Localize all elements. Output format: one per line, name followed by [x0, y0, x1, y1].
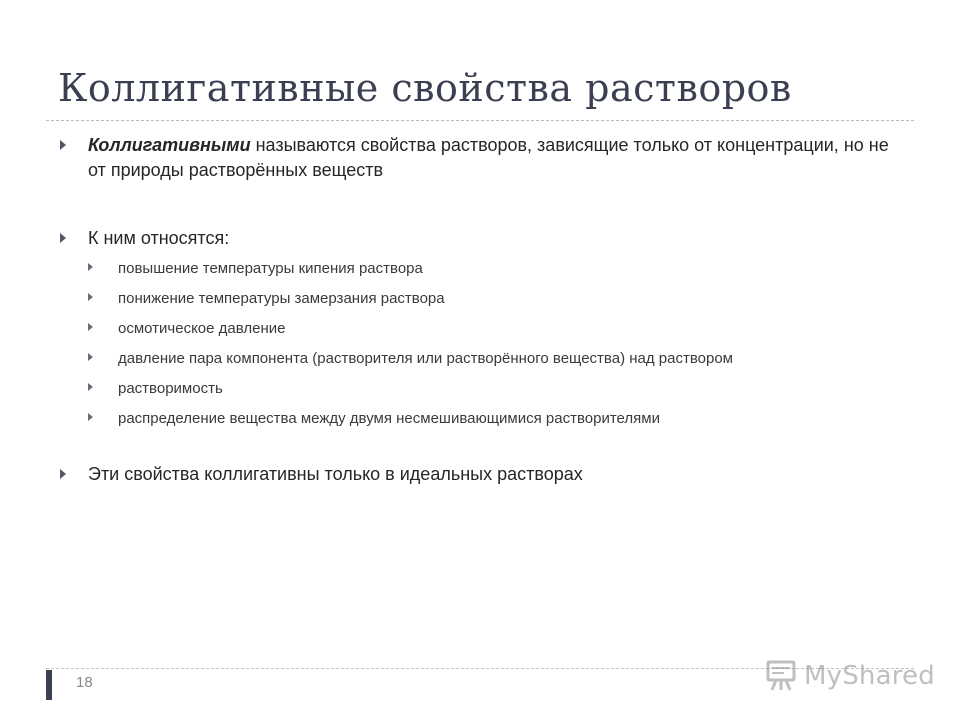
sub-bullet-solubility	[88, 378, 898, 399]
triangle-right-icon	[88, 353, 93, 361]
definition-emphasis: Коллигативными	[88, 135, 251, 155]
sub-bullet-text: понижение температуры замерзания раствора	[118, 290, 445, 307]
triangle-right-icon	[88, 323, 93, 331]
bullet-definition	[58, 133, 898, 183]
sub-bullet-freezing	[88, 288, 898, 309]
includes-sublist	[58, 258, 898, 429]
sub-bullet-osmotic	[88, 318, 898, 339]
sub-bullet-text: растворимость	[118, 380, 223, 397]
slide-content	[58, 133, 898, 487]
slide-title: Коллигативные свойства растворов	[58, 66, 792, 110]
watermark-text: MyShared	[804, 661, 935, 691]
sub-bullet-vapor	[88, 348, 898, 369]
presentation-board-icon	[766, 659, 800, 693]
sub-bullet-text: давление пара компонента (растворителя или растворённого вещества) над раствором	[118, 350, 733, 367]
sub-bullet-boiling	[88, 258, 898, 279]
triangle-right-icon	[88, 413, 93, 421]
bullet-conclusion	[58, 462, 898, 487]
includes-text: К ним относятся:	[88, 228, 230, 248]
triangle-right-icon	[60, 469, 66, 479]
watermark	[766, 656, 935, 696]
triangle-right-icon	[60, 233, 66, 243]
page-number: 18	[76, 674, 93, 691]
sub-bullet-distribution	[88, 408, 898, 429]
sub-bullet-text: распределение вещества между двумя несмешивающимися растворителями	[118, 410, 660, 427]
title-divider	[46, 120, 914, 121]
sub-bullet-text: осмотическое давление	[118, 320, 286, 337]
triangle-right-icon	[88, 293, 93, 301]
triangle-right-icon	[60, 140, 66, 150]
sub-bullet-text: повышение температуры кипения раствора	[118, 260, 423, 277]
conclusion-text: Эти свойства коллигативны только в идеальных растворах	[88, 464, 583, 484]
footer-accent-bar	[46, 670, 52, 700]
bullet-includes	[58, 226, 898, 251]
triangle-right-icon	[88, 383, 93, 391]
triangle-right-icon	[88, 263, 93, 271]
definition-text: называются свойства растворов, зависящие только от концентрации, но не от природы растворённых веществ	[88, 135, 889, 180]
